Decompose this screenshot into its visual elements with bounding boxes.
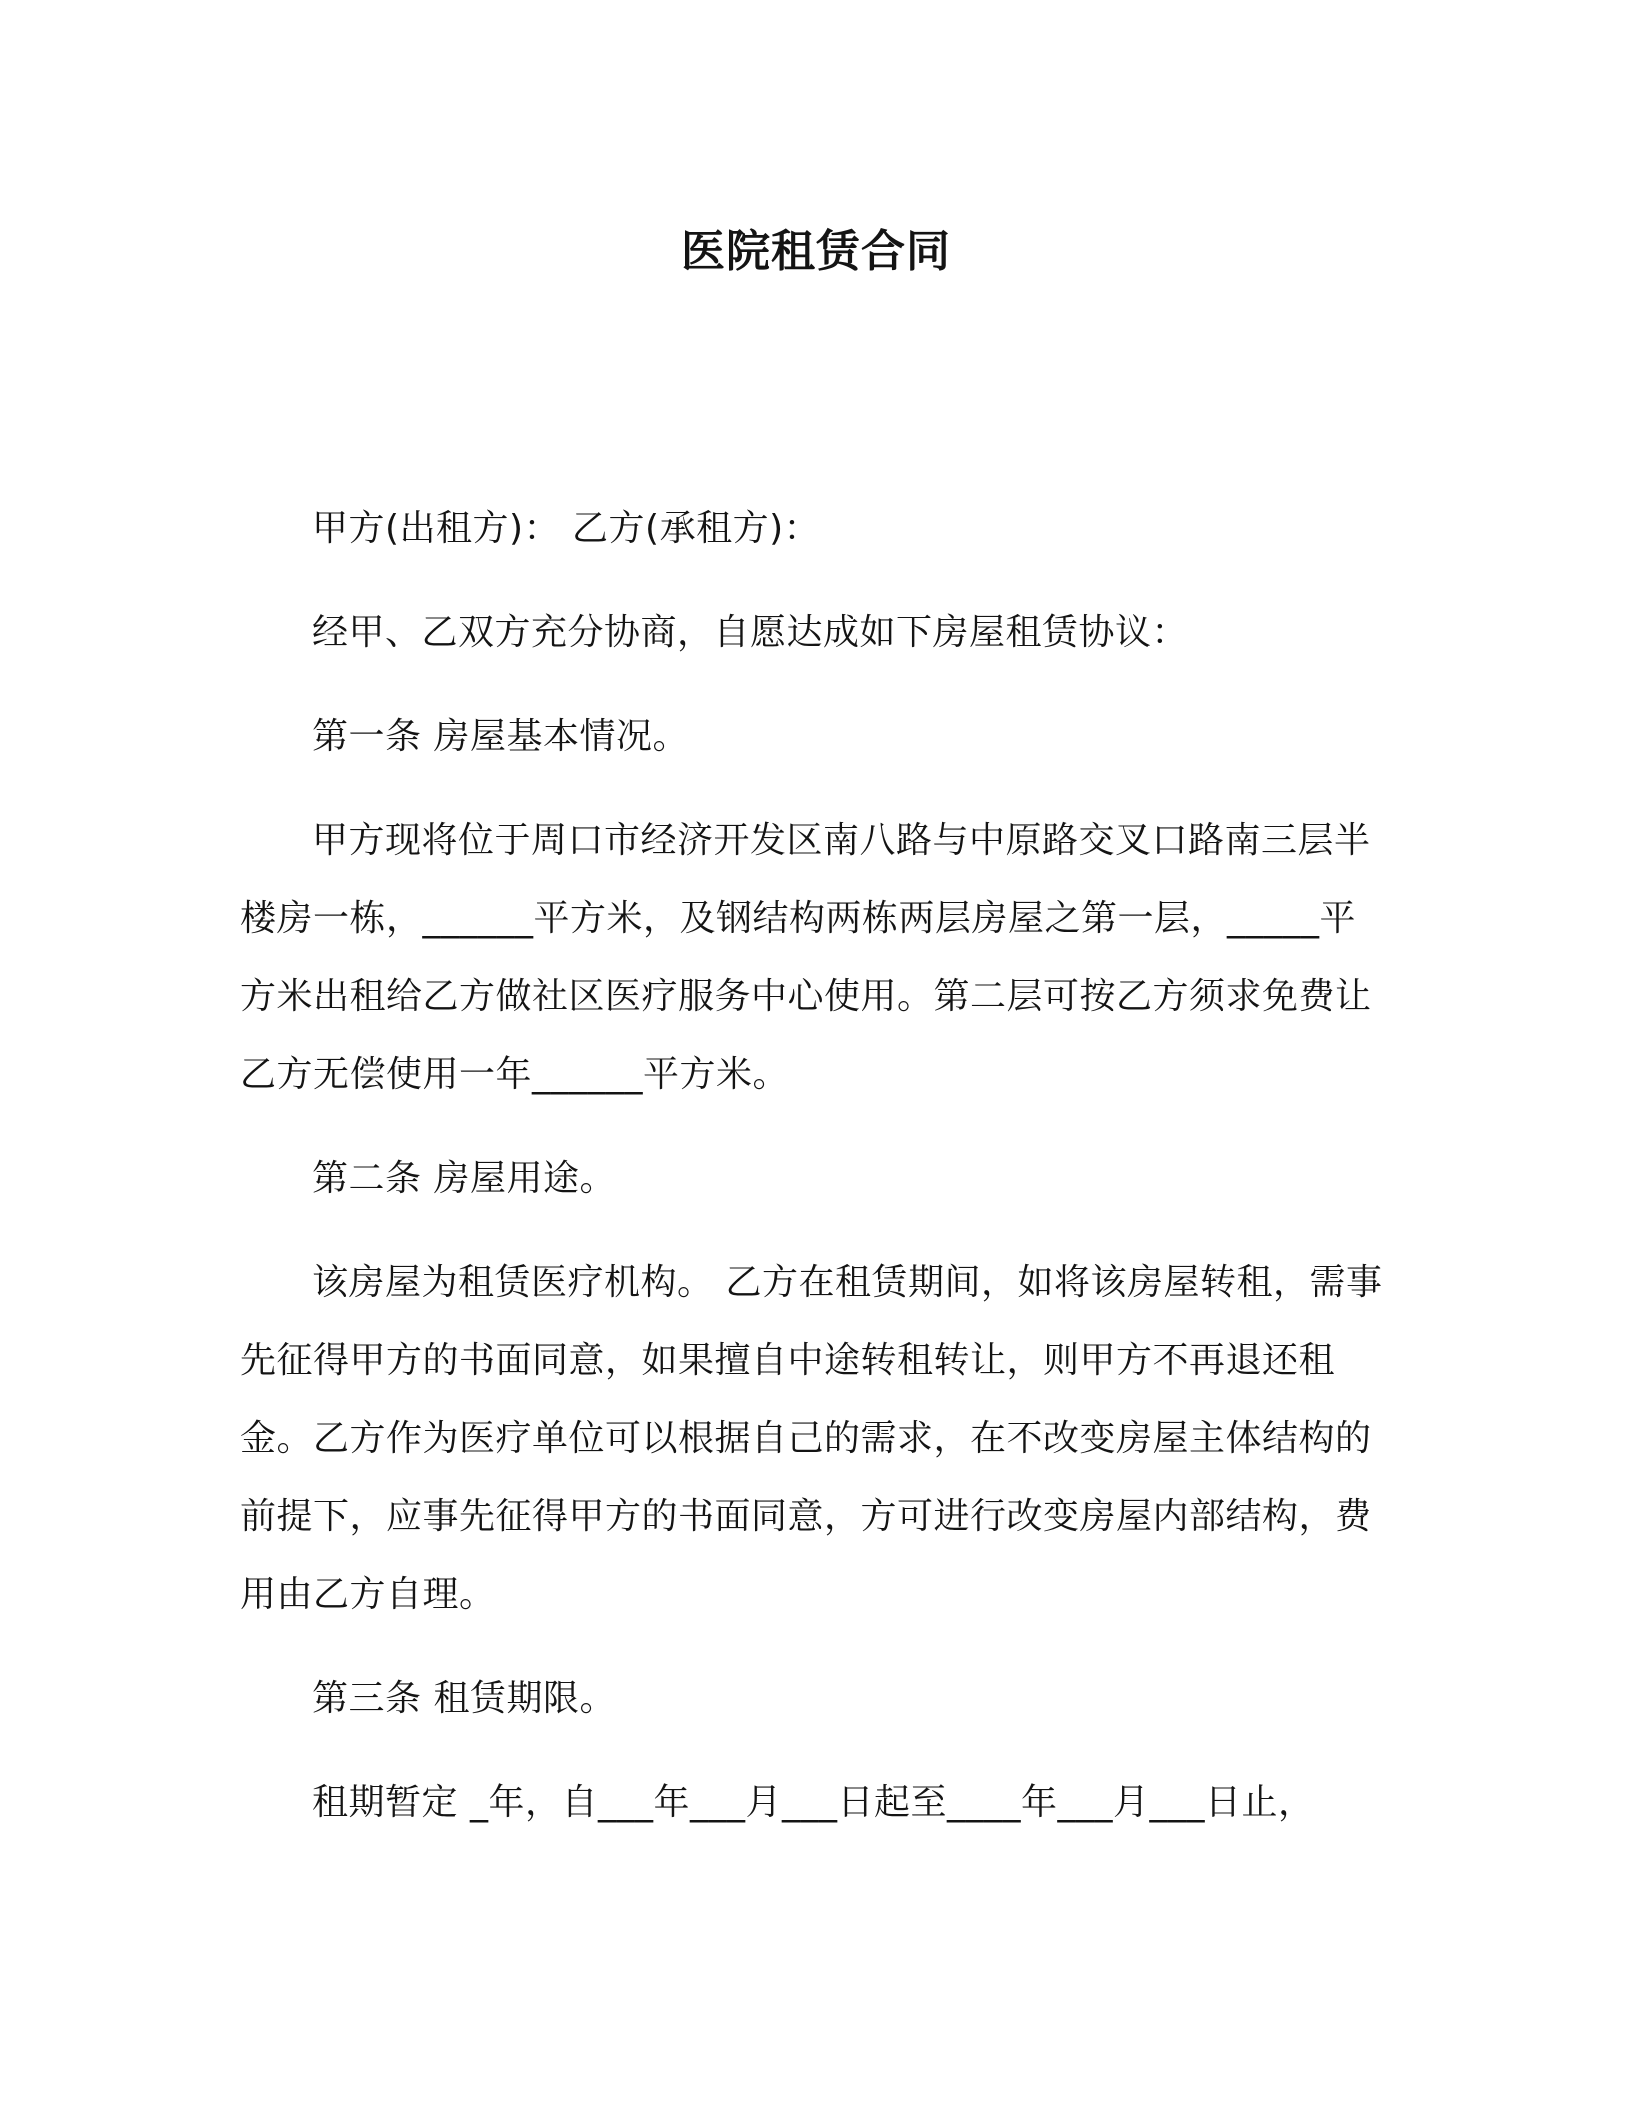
document-body	[240, 490, 1390, 1842]
document-title: 医院租赁合同	[681, 226, 951, 277]
article-1-heading: 第一条 房屋基本情况。	[312, 716, 689, 757]
agreement-intro: 经甲、乙双方充分协商，自愿达成如下房屋租赁协议：	[312, 612, 1189, 653]
article-1-body: 甲方现将位于周口市经济开发区南八路与中原路交叉口路南三层半楼房一栋，______平方米，及钢结构两栋两层房屋之第一层，_____平方米出租给乙方做社区医疗服务中心使用。第二层可按乙方须求免费让乙方无偿使用一年______平方米。	[240, 820, 1372, 1095]
article-3-heading: 第三条 租赁期限。	[312, 1678, 616, 1719]
article-3-body: 租期暂定 _年，自___年___月___日起至____年___月___日止，	[312, 1782, 1315, 1823]
article-2-heading: 第二条 房屋用途。	[312, 1158, 616, 1199]
parties-line: 甲方(出租方)： 乙方(承租方)：	[312, 508, 821, 549]
article-2-body: 该房屋为租赁医疗机构。 乙方在租赁期间，如将该房屋转租，需事先征得甲方的书面同意，如果擅自中途转租转让，则甲方不再退还租金。乙方作为医疗单位可以根据自己的需求，在不改变房屋主体结构的前提下，应事先征得甲方的书面同意，方可进行改变房屋内部结构，费用由乙方自理。	[240, 1262, 1383, 1615]
